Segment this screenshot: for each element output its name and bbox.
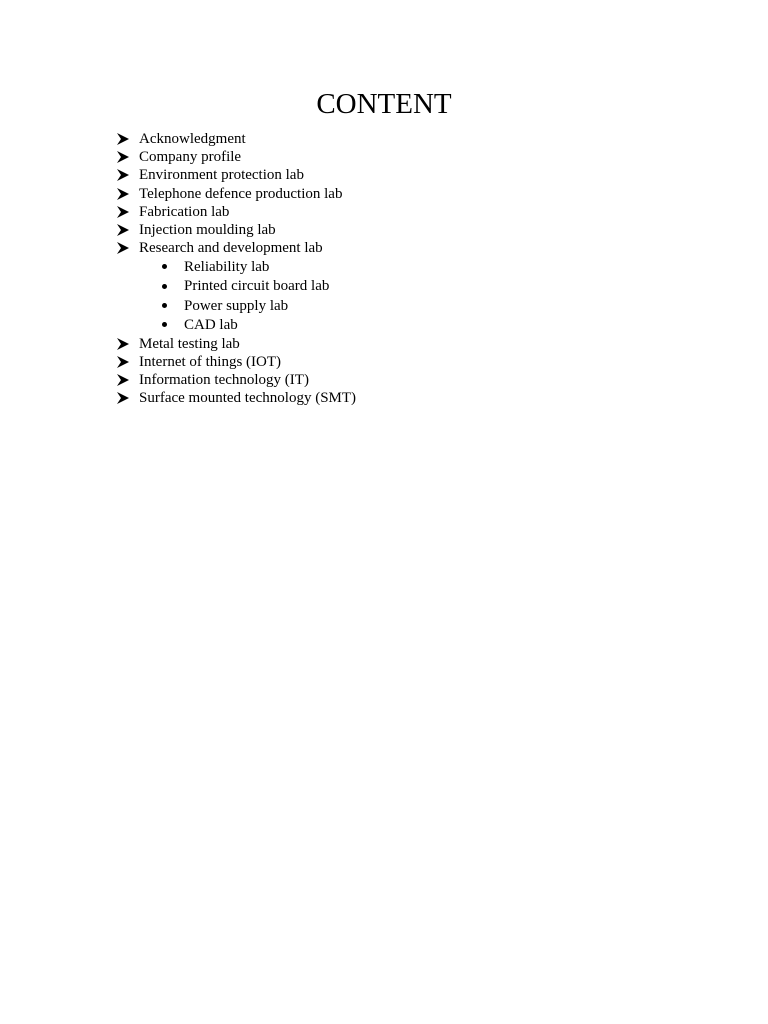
- arrowhead-bullet-icon: [116, 374, 130, 386]
- toc-item-label: Acknowledgment: [139, 131, 246, 148]
- toc-subitem: [162, 277, 356, 296]
- page-title: CONTENT: [316, 88, 452, 120]
- toc-sublist: [116, 257, 356, 334]
- toc-subitem-label: Power supply lab: [184, 297, 289, 314]
- toc-item-label: Fabrication lab: [139, 203, 230, 220]
- round-bullet-icon: [162, 322, 167, 327]
- toc-item: [116, 148, 356, 166]
- toc-item: [116, 203, 356, 221]
- toc-item: [116, 371, 356, 389]
- toc-subitem: [162, 315, 356, 334]
- toc-item-label: Company profile: [139, 149, 242, 166]
- toc-item: [116, 335, 356, 353]
- toc-subitem-label: Reliability lab: [184, 258, 270, 275]
- toc-item: [116, 221, 356, 239]
- toc-item-label: Environment protection lab: [139, 167, 304, 184]
- toc-item-label: Internet of things (IOT): [139, 353, 282, 370]
- toc-subitem: [162, 257, 356, 276]
- toc-item: [116, 130, 356, 148]
- toc-subitem: [162, 296, 356, 315]
- arrowhead-bullet-icon: [116, 224, 130, 236]
- toc-item-label: Injection moulding lab: [139, 222, 276, 239]
- toc-item-label: Surface mounted technology (SMT): [139, 390, 357, 407]
- toc-item: [116, 353, 356, 371]
- round-bullet-icon: [162, 284, 167, 289]
- toc-item-label: Metal testing lab: [139, 335, 240, 352]
- arrowhead-bullet-icon: [116, 169, 130, 181]
- arrowhead-bullet-icon: [116, 206, 130, 218]
- arrowhead-bullet-icon: [116, 151, 130, 163]
- round-bullet-icon: [162, 264, 167, 269]
- table-of-contents: [116, 130, 356, 407]
- arrowhead-bullet-icon: [116, 338, 130, 350]
- toc-item: [116, 166, 356, 184]
- toc-item: [116, 239, 356, 257]
- arrowhead-bullet-icon: [116, 356, 130, 368]
- arrowhead-bullet-icon: [116, 242, 130, 254]
- toc-item-label: Information technology (IT): [139, 371, 309, 388]
- toc-sublist-container: [116, 257, 356, 334]
- arrowhead-bullet-icon: [116, 188, 130, 200]
- toc-subitem-label: CAD lab: [184, 316, 238, 333]
- arrowhead-bullet-icon: [116, 392, 130, 404]
- toc-item: [116, 389, 356, 407]
- toc-subitem-label: Printed circuit board lab: [184, 278, 330, 295]
- toc-item: [116, 185, 356, 203]
- arrowhead-bullet-icon: [116, 133, 130, 145]
- toc-item-label: Telephone defence production lab: [139, 185, 343, 202]
- round-bullet-icon: [162, 303, 167, 308]
- toc-item-label: Research and development lab: [139, 240, 323, 257]
